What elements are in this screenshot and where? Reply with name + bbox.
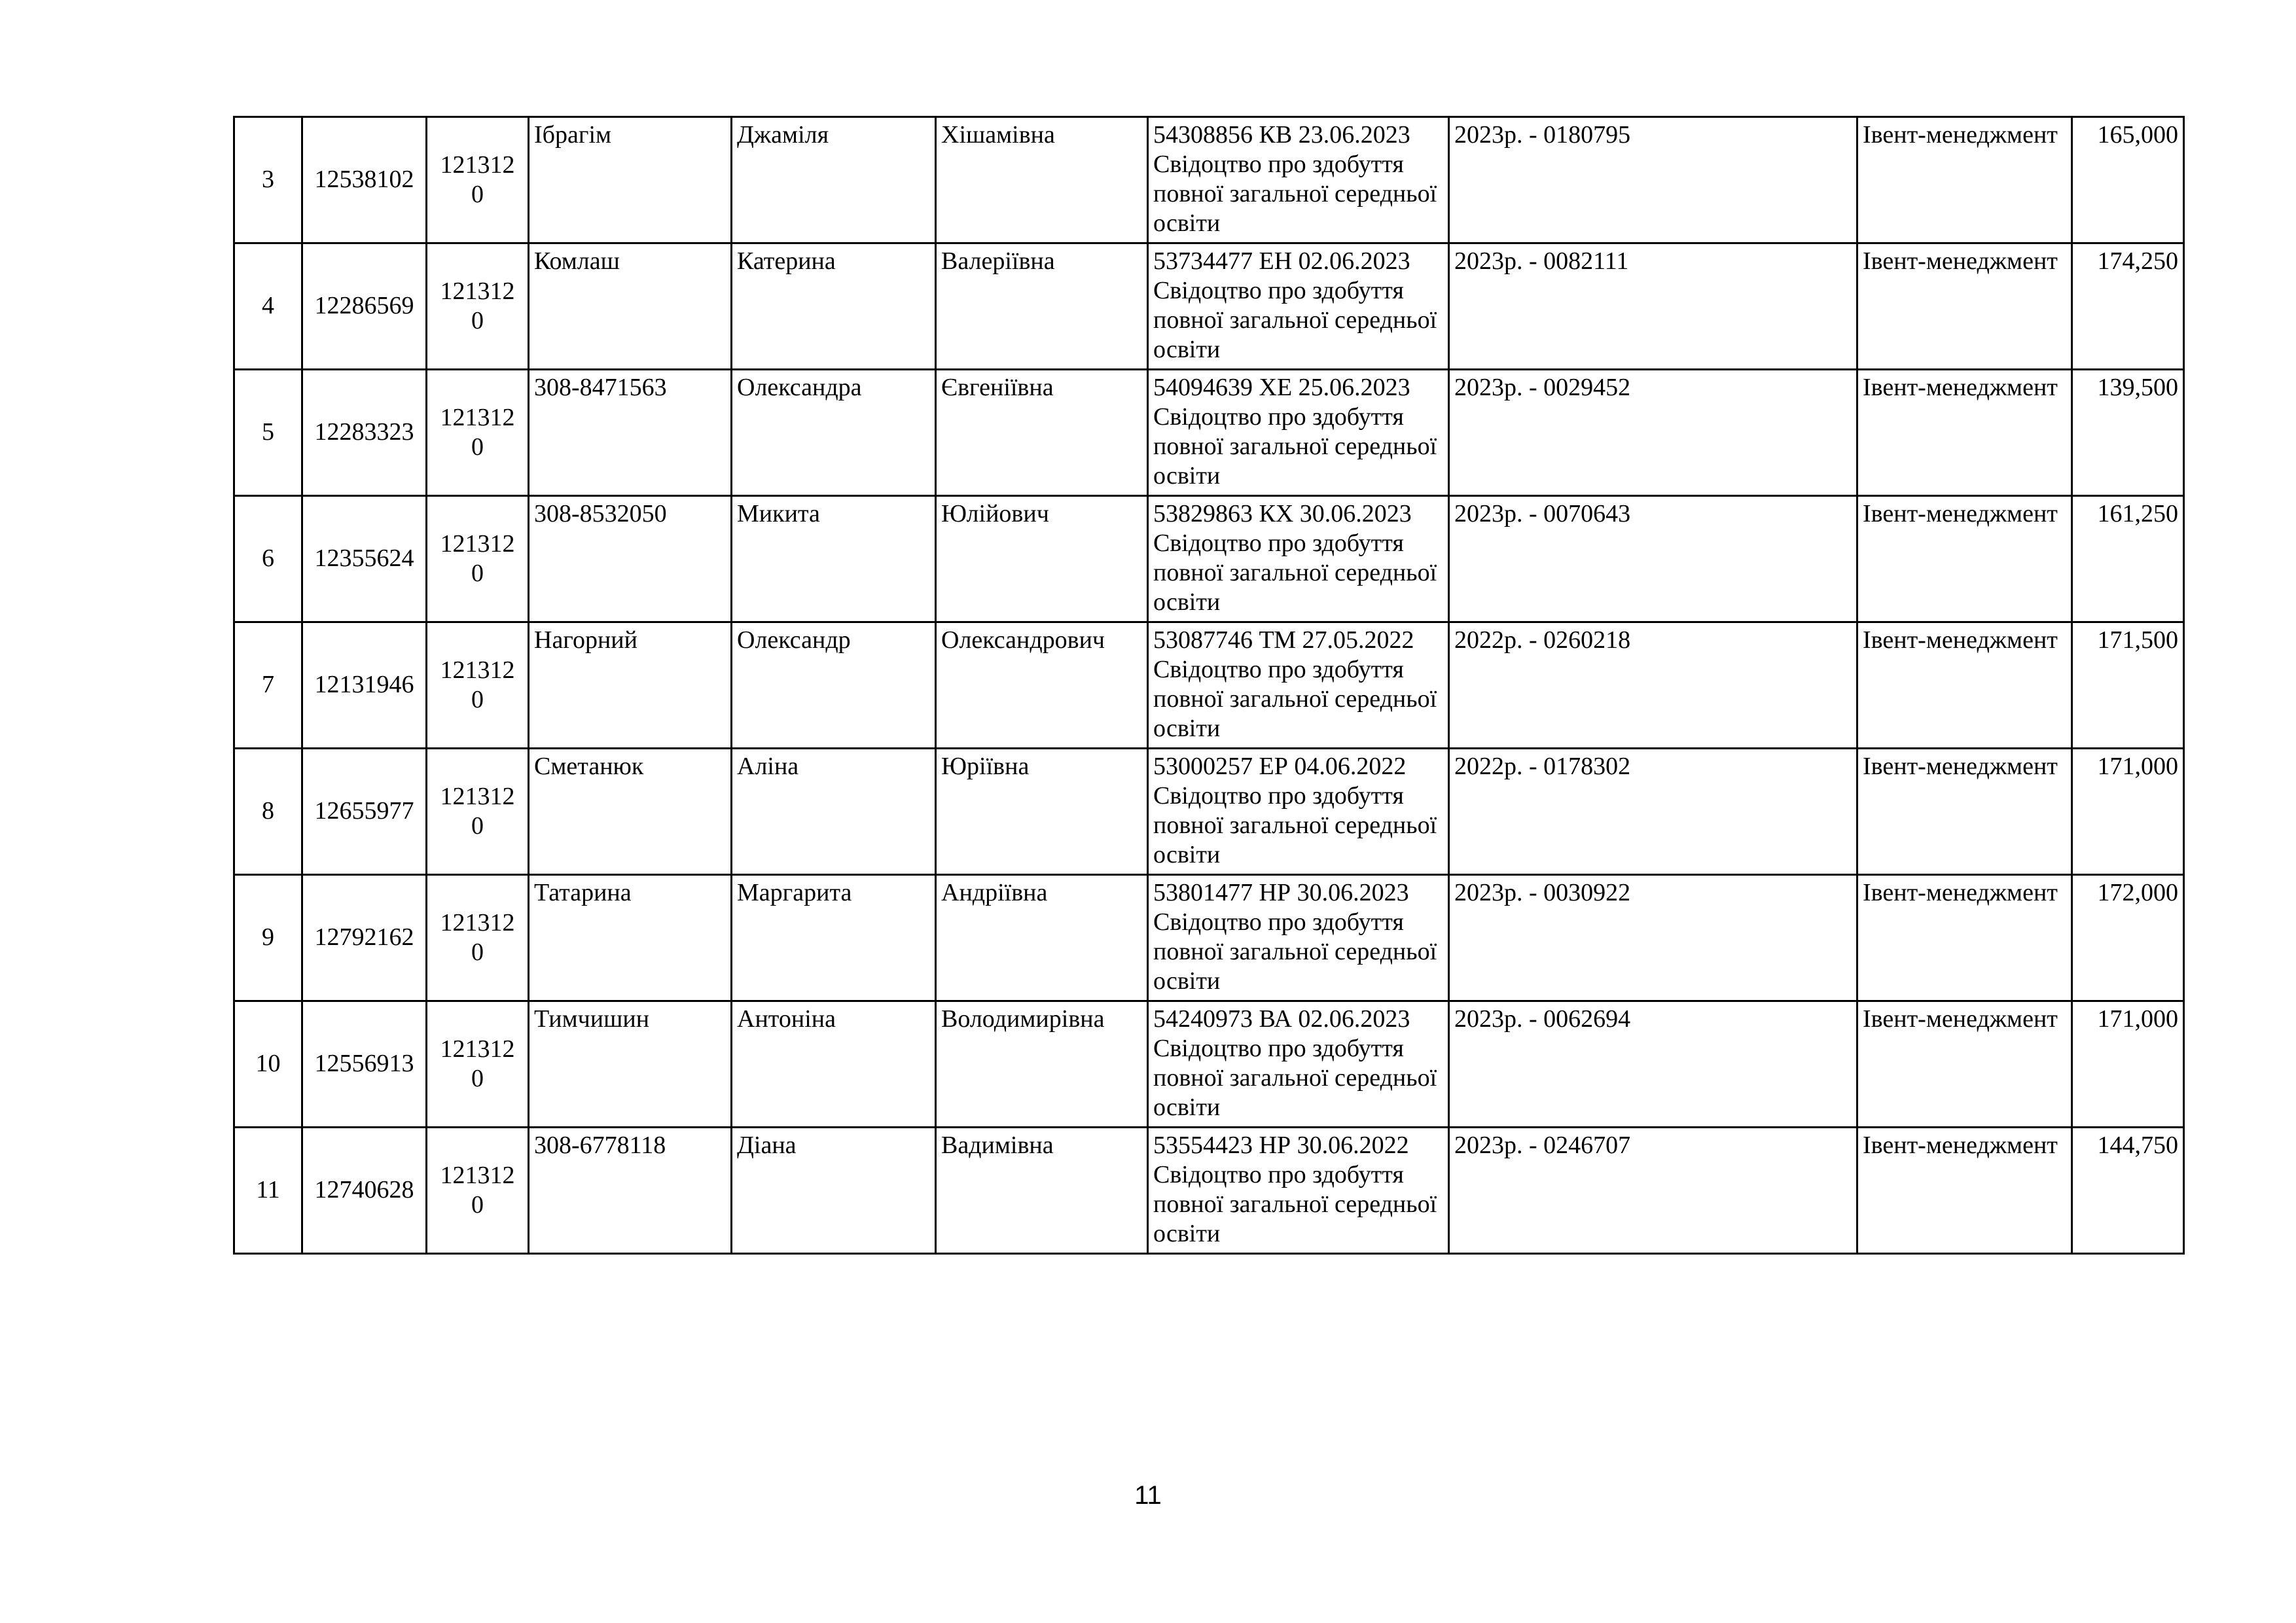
score-cell: 161,250 bbox=[2072, 496, 2184, 622]
applicant-id-cell: 12655977 bbox=[302, 749, 427, 875]
document-number: 53000257 ЕР 04.06.2022 bbox=[1153, 753, 1407, 780]
first-name-cell: Олександра bbox=[732, 370, 936, 496]
education-document-cell bbox=[1148, 1128, 1449, 1254]
certificate-cell: 2023р. - 0030922 bbox=[1449, 875, 1857, 1001]
specialty-code-line: 121312 bbox=[440, 277, 515, 305]
patronymic-cell: Юріївна bbox=[936, 749, 1148, 875]
surname-cell: Ібрагім bbox=[529, 117, 732, 243]
education-document-cell bbox=[1148, 117, 1449, 243]
certificate-cell: 2023р. - 0180795 bbox=[1449, 117, 1857, 243]
specialty-code-line: 0 bbox=[471, 560, 484, 587]
program-cell: Івент-менеджмент bbox=[1857, 496, 2072, 622]
certificate-cell: 2022р. - 0260218 bbox=[1449, 622, 1857, 749]
document-type: Свідоцтво про здобуття повної загальної середньої освіти bbox=[1153, 908, 1437, 995]
patronymic-cell: Юлійович bbox=[936, 496, 1148, 622]
certificate-cell: 2023р. - 0082111 bbox=[1449, 243, 1857, 370]
score-cell: 144,750 bbox=[2072, 1128, 2184, 1254]
surname-cell: Татарина bbox=[529, 875, 732, 1001]
row-number-cell: 5 bbox=[234, 370, 302, 496]
education-document-cell bbox=[1148, 875, 1449, 1001]
applicants-table bbox=[233, 116, 2185, 1255]
table-row bbox=[234, 243, 2184, 370]
first-name-cell: Маргарита bbox=[732, 875, 936, 1001]
patronymic-cell: Вадимівна bbox=[936, 1128, 1148, 1254]
program-cell: Івент-менеджмент bbox=[1857, 117, 2072, 243]
first-name-cell: Катерина bbox=[732, 243, 936, 370]
page-number: 11 bbox=[1134, 1481, 1162, 1510]
patronymic-cell: Валеріївна bbox=[936, 243, 1148, 370]
specialty-code-cell bbox=[427, 749, 529, 875]
score-cell: 165,000 bbox=[2072, 117, 2184, 243]
specialty-code-cell bbox=[427, 1001, 529, 1128]
patronymic-cell: Андріївна bbox=[936, 875, 1148, 1001]
program-cell: Івент-менеджмент bbox=[1857, 622, 2072, 749]
table-body bbox=[234, 117, 2184, 1254]
specialty-code-line: 121312 bbox=[440, 1162, 515, 1189]
specialty-code-line: 121312 bbox=[440, 909, 515, 936]
document-type: Свідоцтво про здобуття повної загальної середньої освіти bbox=[1153, 656, 1437, 742]
document-type: Свідоцтво про здобуття повної загальної середньої освіти bbox=[1153, 782, 1437, 868]
row-number-cell: 11 bbox=[234, 1128, 302, 1254]
score-cell: 139,500 bbox=[2072, 370, 2184, 496]
surname-cell: Комлаш bbox=[529, 243, 732, 370]
row-number-cell: 4 bbox=[234, 243, 302, 370]
specialty-code-line: 0 bbox=[471, 307, 484, 334]
patronymic-cell: Хішамівна bbox=[936, 117, 1148, 243]
row-number-cell: 6 bbox=[234, 496, 302, 622]
surname-cell: Тимчишин bbox=[529, 1001, 732, 1128]
specialty-code-line: 121312 bbox=[440, 656, 515, 684]
specialty-code-line: 121312 bbox=[440, 783, 515, 810]
certificate-cell: 2023р. - 0246707 bbox=[1449, 1128, 1857, 1254]
table-row bbox=[234, 875, 2184, 1001]
surname-cell: Нагорний bbox=[529, 622, 732, 749]
first-name-cell: Діана bbox=[732, 1128, 936, 1254]
applicant-id-cell: 12283323 bbox=[302, 370, 427, 496]
specialty-code-line: 121312 bbox=[440, 530, 515, 558]
specialty-code-line: 0 bbox=[471, 181, 484, 208]
document-type: Свідоцтво про здобуття повної загальної середньої освіти bbox=[1153, 151, 1437, 237]
education-document-cell bbox=[1148, 749, 1449, 875]
score-cell: 171,000 bbox=[2072, 749, 2184, 875]
score-cell: 174,250 bbox=[2072, 243, 2184, 370]
table-row bbox=[234, 622, 2184, 749]
score-cell: 172,000 bbox=[2072, 875, 2184, 1001]
specialty-code-cell bbox=[427, 496, 529, 622]
table-row bbox=[234, 496, 2184, 622]
education-document-cell bbox=[1148, 370, 1449, 496]
program-cell: Івент-менеджмент bbox=[1857, 749, 2072, 875]
first-name-cell: Антоніна bbox=[732, 1001, 936, 1128]
document-type: Свідоцтво про здобуття повної загальної середньої освіти bbox=[1153, 1161, 1437, 1247]
row-number-cell: 8 bbox=[234, 749, 302, 875]
education-document-cell bbox=[1148, 496, 1449, 622]
score-cell: 171,000 bbox=[2072, 1001, 2184, 1128]
applicant-id-cell: 12556913 bbox=[302, 1001, 427, 1128]
surname-cell: 308-8532050 bbox=[529, 496, 732, 622]
specialty-code-cell bbox=[427, 1128, 529, 1254]
specialty-code-cell bbox=[427, 622, 529, 749]
surname-cell: Сметанюк bbox=[529, 749, 732, 875]
table-row bbox=[234, 117, 2184, 243]
row-number-cell: 10 bbox=[234, 1001, 302, 1128]
document-type: Свідоцтво про здобуття повної загальної середньої освіти bbox=[1153, 1035, 1437, 1121]
specialty-code-cell bbox=[427, 243, 529, 370]
document-number: 53087746 ТМ 27.05.2022 bbox=[1153, 626, 1414, 654]
applicant-id-cell: 12131946 bbox=[302, 622, 427, 749]
document-number: 54240973 ВА 02.06.2023 bbox=[1153, 1005, 1410, 1033]
specialty-code-line: 0 bbox=[471, 812, 484, 840]
document-type: Свідоцтво про здобуття повної загальної середньої освіти bbox=[1153, 277, 1437, 363]
program-cell: Івент-менеджмент bbox=[1857, 1128, 2072, 1254]
specialty-code-line: 0 bbox=[471, 938, 484, 966]
program-cell: Івент-менеджмент bbox=[1857, 875, 2072, 1001]
program-cell: Івент-менеджмент bbox=[1857, 1001, 2072, 1128]
first-name-cell: Джаміля bbox=[732, 117, 936, 243]
document-type: Свідоцтво про здобуття повної загальної середньої освіти bbox=[1153, 403, 1437, 490]
table-row bbox=[234, 370, 2184, 496]
specialty-code-line: 0 bbox=[471, 1191, 484, 1219]
document-number: 53801477 НР 30.06.2023 bbox=[1153, 879, 1409, 906]
program-cell: Івент-менеджмент bbox=[1857, 370, 2072, 496]
program-cell: Івент-менеджмент bbox=[1857, 243, 2072, 370]
row-number-cell: 3 bbox=[234, 117, 302, 243]
certificate-cell: 2023р. - 0070643 bbox=[1449, 496, 1857, 622]
table-row bbox=[234, 1001, 2184, 1128]
certificate-cell: 2023р. - 0029452 bbox=[1449, 370, 1857, 496]
table-row bbox=[234, 1128, 2184, 1254]
applicant-id-cell: 12286569 bbox=[302, 243, 427, 370]
education-document-cell bbox=[1148, 243, 1449, 370]
applicant-id-cell: 12792162 bbox=[302, 875, 427, 1001]
education-document-cell bbox=[1148, 622, 1449, 749]
specialty-code-line: 121312 bbox=[440, 1035, 515, 1063]
document-type: Свідоцтво про здобуття повної загальної середньої освіти bbox=[1153, 529, 1437, 616]
patronymic-cell: Володимирівна bbox=[936, 1001, 1148, 1128]
certificate-cell: 2023р. - 0062694 bbox=[1449, 1001, 1857, 1128]
applicant-id-cell: 12740628 bbox=[302, 1128, 427, 1254]
row-number-cell: 7 bbox=[234, 622, 302, 749]
applicant-id-cell: 12355624 bbox=[302, 496, 427, 622]
patronymic-cell: Олександрович bbox=[936, 622, 1148, 749]
specialty-code-cell bbox=[427, 875, 529, 1001]
document-number: 53554423 НР 30.06.2022 bbox=[1153, 1132, 1409, 1159]
document-number: 53734477 ЕН 02.06.2023 bbox=[1153, 247, 1410, 275]
specialty-code-line: 121312 bbox=[440, 151, 515, 179]
specialty-code-line: 121312 bbox=[440, 404, 515, 431]
first-name-cell: Микита bbox=[732, 496, 936, 622]
applicant-id-cell: 12538102 bbox=[302, 117, 427, 243]
specialty-code-cell bbox=[427, 117, 529, 243]
education-document-cell bbox=[1148, 1001, 1449, 1128]
document-number: 53829863 КХ 30.06.2023 bbox=[1153, 500, 1412, 527]
surname-cell: 308-8471563 bbox=[529, 370, 732, 496]
table-row bbox=[234, 749, 2184, 875]
first-name-cell: Олександр bbox=[732, 622, 936, 749]
first-name-cell: Аліна bbox=[732, 749, 936, 875]
document-number: 54094639 ХЕ 25.06.2023 bbox=[1153, 374, 1410, 401]
document-number: 54308856 КВ 23.06.2023 bbox=[1153, 121, 1410, 149]
row-number-cell: 9 bbox=[234, 875, 302, 1001]
specialty-code-cell bbox=[427, 370, 529, 496]
specialty-code-line: 0 bbox=[471, 433, 484, 461]
score-cell: 171,500 bbox=[2072, 622, 2184, 749]
specialty-code-line: 0 bbox=[471, 686, 484, 713]
certificate-cell: 2022р. - 0178302 bbox=[1449, 749, 1857, 875]
surname-cell: 308-6778118 bbox=[529, 1128, 732, 1254]
specialty-code-line: 0 bbox=[471, 1065, 484, 1092]
patronymic-cell: Євгеніївна bbox=[936, 370, 1148, 496]
